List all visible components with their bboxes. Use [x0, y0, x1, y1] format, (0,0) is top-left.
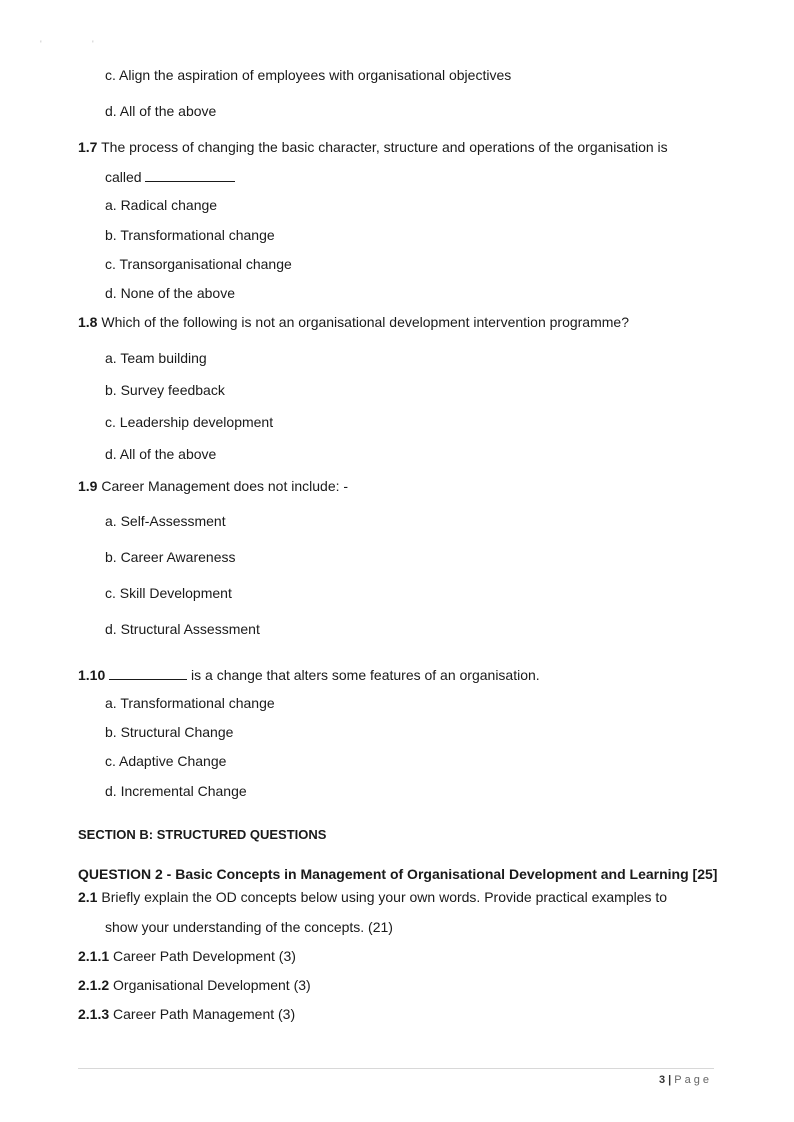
- option-1-7-b: b. Transformational change: [105, 227, 275, 243]
- page-number: 3: [658, 1074, 666, 1086]
- option-1-7-a: a. Radical change: [105, 197, 218, 213]
- subquestion-2-1-1: [78, 949, 296, 963]
- question-text: Career Management does not include: -: [101, 478, 349, 494]
- option-1-10-c: c. Adaptive Change: [105, 753, 227, 769]
- option-1-8-b: b. Survey feedback: [105, 382, 225, 398]
- option-1-10-b: b. Structural Change: [105, 724, 234, 740]
- question-text: Career Path Management (3): [113, 1006, 296, 1022]
- subquestion-2-1-3: [78, 1007, 295, 1021]
- option-1-8-c: c. Leadership development: [105, 414, 274, 430]
- question-text: is a change that alters some features of an organisation.: [191, 667, 540, 683]
- question-number: 2.1.2: [78, 977, 110, 993]
- question-2-heading: QUESTION 2 - Basic Concepts in Management of Organisational Development and Learning [25]: [78, 866, 718, 882]
- question-text: Which of the following is not an organisational development intervention programme?: [101, 314, 629, 330]
- option-1-6-c: c. Align the aspiration of employees with organisational objectives: [105, 67, 512, 83]
- question-1-10: [78, 667, 540, 682]
- question-number: 1.9: [78, 478, 98, 494]
- question-text: Organisational Development (3): [113, 977, 311, 993]
- option-1-7-c: c. Transorganisational change: [105, 256, 292, 272]
- question-number: 1.8: [78, 314, 98, 330]
- option-1-9-a: a. Self-Assessment: [105, 513, 226, 529]
- answer-blank: [145, 169, 235, 182]
- question-number: 2.1: [78, 889, 98, 905]
- option-1-6-d: d. All of the above: [105, 103, 217, 119]
- question-text: Briefly explain the OD concepts below using your own words. Provide practical examples to: [101, 889, 668, 905]
- option-1-9-b: b. Career Awareness: [105, 549, 236, 565]
- option-1-7-d: d. None of the above: [105, 285, 235, 301]
- question-1-9: [78, 479, 348, 493]
- question-text: called: [105, 169, 142, 185]
- question-number: 2.1.3: [78, 1006, 110, 1022]
- question-number: 1.10: [78, 667, 106, 683]
- question-1-7-continuation: [105, 169, 235, 184]
- option-1-10-d: d. Incremental Change: [105, 783, 247, 799]
- page-label: Page: [674, 1074, 712, 1086]
- option-1-8-a: a. Team building: [105, 350, 207, 366]
- answer-blank: [109, 667, 187, 680]
- scan-speck: ': [40, 39, 42, 49]
- question-1-8: [78, 315, 629, 329]
- option-1-10-a: a. Transformational change: [105, 695, 275, 711]
- question-2-1-continuation: show your understanding of the concepts. (21): [105, 919, 393, 935]
- option-1-8-d: d. All of the above: [105, 446, 217, 462]
- footer-separator: |: [668, 1074, 672, 1086]
- scan-speck: ': [92, 39, 94, 49]
- page-footer: [659, 1075, 712, 1086]
- subquestion-2-1-2: [78, 978, 311, 992]
- option-1-9-c: c. Skill Development: [105, 585, 232, 601]
- question-text: The process of changing the basic character, structure and operations of the organisation is: [101, 139, 668, 155]
- question-1-7: [78, 140, 668, 154]
- option-1-9-d: d. Structural Assessment: [105, 621, 260, 637]
- footer-divider: [78, 1068, 714, 1069]
- question-number: 1.7: [78, 139, 98, 155]
- section-b-heading: SECTION B: STRUCTURED QUESTIONS: [78, 827, 327, 842]
- question-text: Career Path Development (3): [113, 948, 296, 964]
- question-number: 2.1.1: [78, 948, 110, 964]
- question-2-1: [78, 890, 667, 904]
